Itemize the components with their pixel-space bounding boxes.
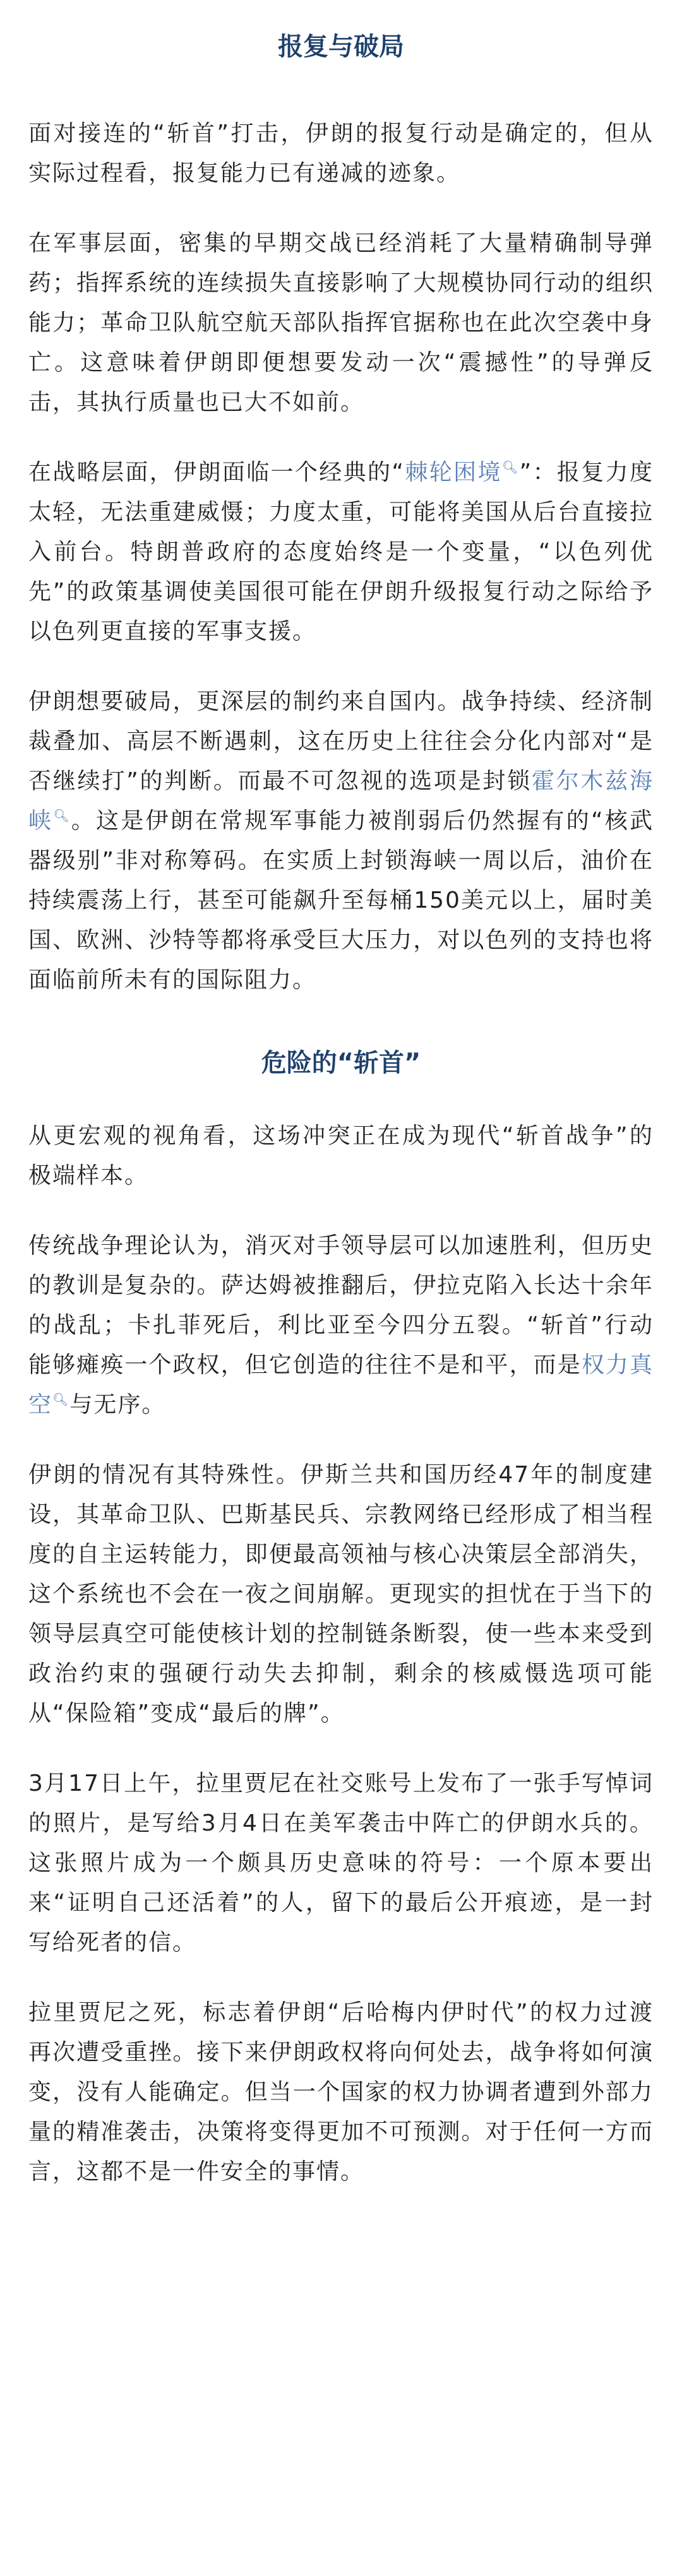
keyword-link-power-vacuum[interactable]: 权力真空 (28, 1352, 654, 1418)
search-icon[interactable]: 🔍︎ (52, 1392, 70, 1407)
paragraph (28, 682, 654, 1000)
paragraph-text: 。这是伊朗在常规军事能力被削弱后仍然握有的“核武器级别”非对称筹码。在实质上封锁海峡一周以后，油价在持续震荡上行，甚至可能飙升至每桶150美元以上，届时美国、欧洲、沙特等都将承受巨大压力，对以色列的支持也将面临前所未有的国际阻力。 (28, 808, 654, 993)
paragraph-text: ”：报复力度太轻，无法重建威慑；力度太重，可能将美国从后台直接拉入前台。特朗普政府的态度始终是一个变量，“以色列优先”的政策基调使美国很可能在伊朗升级报复行动之际给予以色列更直接的军事支援。 (28, 460, 654, 644)
paragraph: 面对接连的“斩首”打击，伊朗的报复行动是确定的，但从实际过程看，报复能力已有递减的迹象。 (28, 121, 654, 186)
paragraph: 伊朗的情况有其特殊性。伊斯兰共和国历经47年的制度建设，其革命卫队、巴斯基民兵、宗教网络已经形成了相当程度的自主运转能力，即便最高领袖与核心决策层全部消失，这个系统也不会在一夜之间崩解。更现实的担忧在于当下的领导层真空可能使核计划的控制链条断裂，使一些本来受到政治约束的强硬行动失去抑制，剩余的核威慑选项可能从“保险箱”变成“最后的牌”。 (28, 1462, 654, 1726)
paragraph-text: 传统战争理论认为，消灭对手领导层可以加速胜利，但历史的教训是复杂的。萨达姆被推翻后，伊拉克陷入长达十余年的战乱；卡扎菲死后，利比亚至今四分五裂。“斩首”行动能够瘫痪一个政权，但它创造的往往不是和平，而是 (28, 1233, 654, 1378)
search-icon[interactable]: 🔍︎ (501, 460, 520, 475)
section-heading-decapitation: 危险的“斩首” (261, 1048, 421, 1077)
paragraph-text: 在战略层面，伊朗面临一个经典的“ (28, 460, 405, 485)
section-heading-retaliation: 报复与破局 (278, 32, 404, 61)
paragraph: 从更宏观的视角看，这场冲突正在成为现代“斩首战争”的极端样本。 (28, 1123, 654, 1189)
keyword-link-hormuz-strait[interactable]: 霍尔木兹海峡 (28, 768, 654, 834)
search-icon[interactable]: 🔍︎ (53, 808, 71, 823)
paragraph: 拉里贾尼之死，标志着伊朗“后哈梅内伊时代”的权力过渡再次遭受重挫。接下来伊朗政权将向何处去，战争将如何演变，没有人能确定。但当一个国家的权力协调者遭到外部力量的精准袭击，决策将变得更加不可预测。对于任何一方而言，这都不是一件安全的事情。 (28, 2000, 654, 2185)
paragraph: 3月17日上午，拉里贾尼在社交账号上发布了一张手写悼词的照片，是写给3月4日在美军袭击中阵亡的伊朗水兵的。这张照片成为一个颇具历史意味的符号：一个原本要出来“证明自己还活着”的人，留下的最后公开痕迹，是一封写给死者的信。 (28, 1771, 654, 1956)
paragraph: 在军事层面，密集的早期交战已经消耗了大量精确制导弹药；指挥系统的连续损失直接影响了大规模协同行动的组织能力；革命卫队航空航天部队指挥官据称也在此次空袭中身亡。这意味着伊朗即便想要发动一次“震撼性”的导弹反击，其执行质量也已大不如前。 (28, 230, 654, 415)
keyword-link-ratchet-dilemma[interactable]: 棘轮困境 (405, 460, 502, 485)
paragraph-text: 伊朗想要破局，更深层的制约来自国内。战争持续、经济制裁叠加、高层不断遇刺，这在历史上往往会分化内部对“是否继续打”的判断。而最不可忽视的选项是封锁 (28, 689, 654, 794)
paragraph (28, 453, 654, 651)
paragraph (28, 1226, 654, 1425)
paragraph-text: 与无序。 (69, 1392, 166, 1418)
